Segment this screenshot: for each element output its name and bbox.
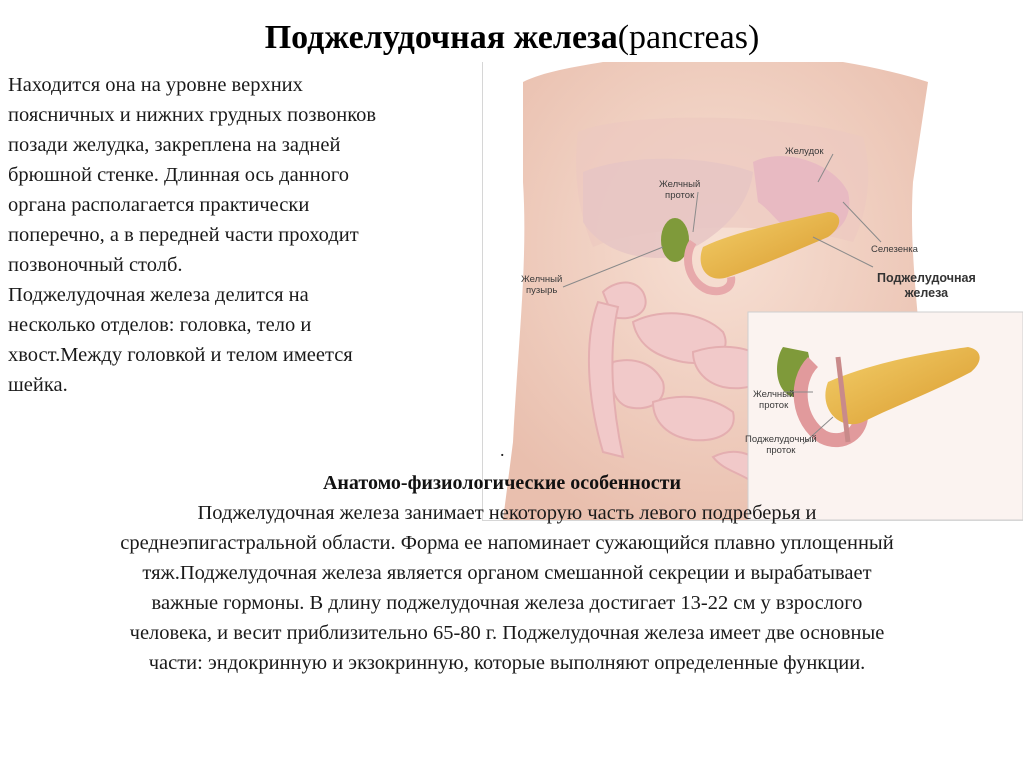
body-line: части: эндокринную и экзокринную, которые выполняют определенные функции. xyxy=(148,652,866,674)
label-bile-duct: Желчный проток xyxy=(659,179,701,201)
intro-line: позади желудка, закреплена на задней xyxy=(8,134,341,156)
intro-line: Поджелудочная железа делится на xyxy=(8,284,309,306)
body-paragraph xyxy=(10,498,1004,678)
label-pancreas: Поджелудочная железа xyxy=(877,271,976,300)
intro-line: Находится она на уровне верхних xyxy=(8,74,303,96)
intro-line: органа располагается практически xyxy=(8,194,310,216)
body-line: среднеэпигастральной области. Форма ее напоминает сужающийся плавно уплощенный xyxy=(120,532,894,554)
stray-dot: . xyxy=(500,440,505,460)
label-pancreatic-duct: Поджелудочный проток xyxy=(745,434,817,456)
page-title xyxy=(0,16,1024,60)
title-latin: (pancreas) xyxy=(617,19,760,56)
intro-text xyxy=(8,70,478,400)
body-line: человека, и весит приблизительно 65-80 г. Поджелудочная железа имеет две основные xyxy=(129,622,885,644)
intro-line: поясничных и нижних грудных позвонков xyxy=(8,104,377,126)
intro-line: позвоночный столб. xyxy=(8,254,183,276)
title-main: Поджелудочная железа xyxy=(264,19,618,56)
intro-line: хвост.Между головкой и телом имеется xyxy=(8,344,353,366)
body-line: важные гормоны. В длину поджелудочная железа достигает 13-22 см у взрослого xyxy=(151,592,863,614)
anatomy-illustration xyxy=(482,62,1023,521)
intro-line: брюшной стенке. Длинная ось данного xyxy=(8,164,350,186)
label-stomach: Желудок xyxy=(785,146,824,157)
body-line: тяж.Поджелудочная железа является органом смешанной секреции и вырабатывает xyxy=(142,562,872,584)
intro-line: шейка. xyxy=(8,374,68,396)
label-gallbladder: Желчный пузырь xyxy=(521,274,563,296)
label-inset-bile-duct: Желчный проток xyxy=(753,389,795,411)
label-spleen: Селезенка xyxy=(871,244,918,255)
intro-line: несколько отделов: головка, тело и xyxy=(8,314,312,336)
body-line: Поджелудочная железа занимает некоторую часть левого подреберья и xyxy=(197,502,817,524)
section-heading: Анатомо-физиологические особенности xyxy=(322,472,682,494)
intro-line: поперечно, а в передней части проходит xyxy=(8,224,359,246)
